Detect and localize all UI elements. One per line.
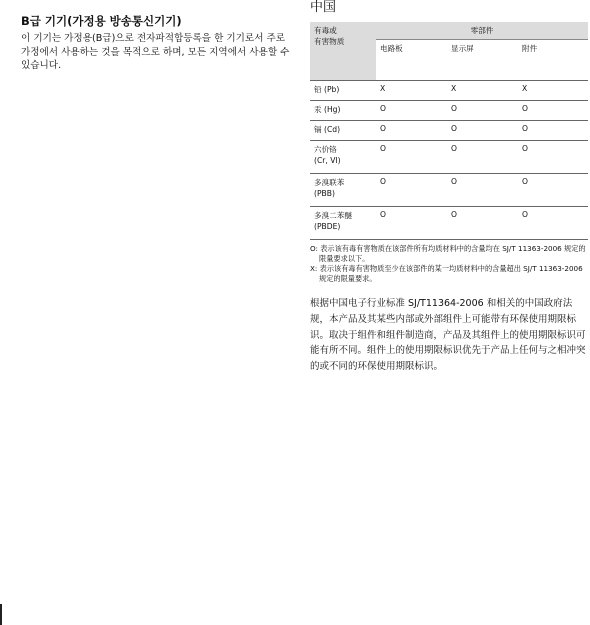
substance-cell: 多溴二苯醚 (PBDE) <box>310 207 376 240</box>
environmental-use-period-paragraph: 根据中国电子行业标准 SJ/T11364-2006 和相关的中国政府法规，本产品及其某些内部或外部组件上可能带有环保使用期限标识。取决于组件和组件制造商，产品及其组件上的使用期限标识可能有所不同。组件上的使用期限标识优先于产品上任何与之相冲突的或不同的环保使用期限标识。 <box>310 298 586 373</box>
substance-cell: 铅 (Pb) <box>310 81 376 101</box>
page-edge-marker <box>0 604 2 625</box>
value-cell: O <box>447 121 518 141</box>
value-cell: O <box>518 207 588 240</box>
table-row <box>310 121 588 141</box>
substance-cell: 镉 (Cd) <box>310 121 376 141</box>
value-cell: X <box>447 81 518 101</box>
value-cell: X <box>518 81 588 101</box>
value-cell: O <box>376 141 447 174</box>
korean-heading: B급 기기(가정용 방송통신기기) <box>21 14 182 28</box>
value-cell: O <box>518 101 588 121</box>
substance-cell: 汞 (Hg) <box>310 101 376 121</box>
value-cell: O <box>447 174 518 207</box>
table-corner-header: 有毒或 有害物质 <box>310 22 376 81</box>
value-cell: O <box>447 141 518 174</box>
korean-body: 이 기기는 가정용(B급)으로 전자파적합등록을 한 기기로서 주로 가정에서 사용하는 것을 목적으로 하며, 모든 지역에서 사용할 수 있습니다. <box>21 33 290 71</box>
table-row <box>310 141 588 174</box>
value-cell: O <box>447 101 518 121</box>
table-row <box>310 81 588 101</box>
table-group-header: 零部件 <box>376 22 588 40</box>
column-header: 电路板 <box>376 40 447 81</box>
note-x: X: 表示该有毒有害物质至少在该部件的某一均质材料中的含量超出 SJ/T 11363-2006 规定的限量要求。 <box>310 264 583 283</box>
substance-cell: 多溴联苯 (PBB) <box>310 174 376 207</box>
note-o: O: 表示该有毒有害物质在该部件所有均质材料中的含量均在 SJ/T 11363-2006 规定的限量要求以下。 <box>310 244 586 263</box>
value-cell: O <box>376 121 447 141</box>
china-section <box>310 0 588 375</box>
value-cell: O <box>376 174 447 207</box>
value-cell: O <box>447 207 518 240</box>
value-cell: O <box>518 141 588 174</box>
column-header: 显示屏 <box>447 40 518 81</box>
china-title: 中国 <box>310 0 337 15</box>
korean-notice <box>21 14 291 73</box>
hazardous-substances-table <box>310 22 588 240</box>
table-row <box>310 101 588 121</box>
value-cell: O <box>518 121 588 141</box>
table-notes <box>310 244 588 284</box>
value-cell: O <box>376 207 447 240</box>
value-cell: X <box>376 81 447 101</box>
table-row <box>310 174 588 207</box>
substance-cell: 六价铬 (Cr, VI) <box>310 141 376 174</box>
value-cell: O <box>518 174 588 207</box>
column-header: 附件 <box>518 40 588 81</box>
table-row <box>310 207 588 240</box>
value-cell: O <box>376 101 447 121</box>
